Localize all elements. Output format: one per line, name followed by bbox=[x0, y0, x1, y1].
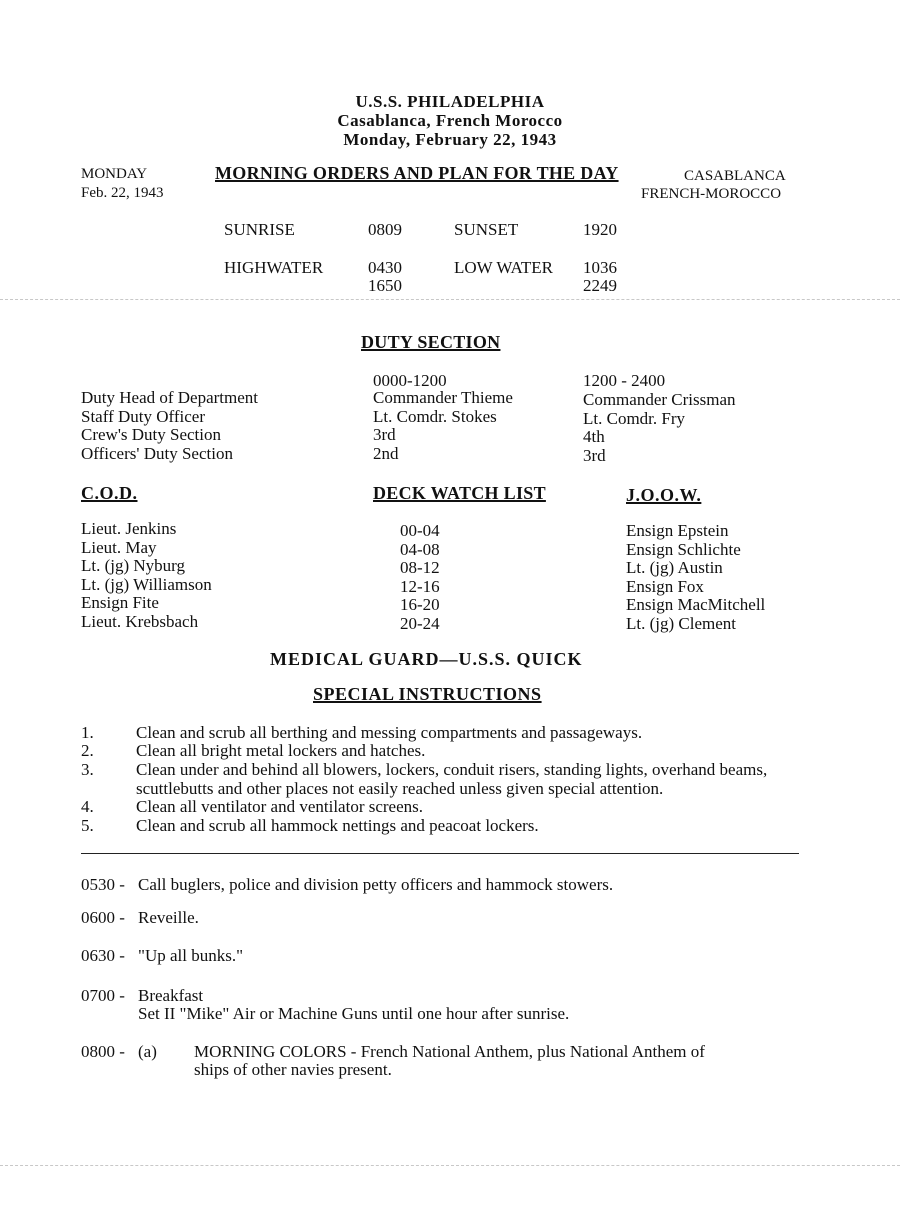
fold-line bbox=[0, 1165, 900, 1166]
schedule-tag: (a) bbox=[138, 1042, 157, 1061]
list-item: Lt. (jg) Clement bbox=[626, 613, 737, 633]
list-item: 12-16 bbox=[400, 576, 440, 596]
sunset-value: 1920 bbox=[583, 220, 617, 239]
instruction-item bbox=[81, 798, 821, 818]
duty-value: Commander Crissman bbox=[583, 390, 736, 409]
duty-labels bbox=[81, 389, 258, 463]
place-line-1: CASABLANCA bbox=[684, 168, 786, 184]
list-item: Lieut. Jenkins bbox=[81, 519, 177, 538]
orders-title: MORNING ORDERS AND PLAN FOR THE DAY bbox=[215, 163, 619, 183]
lowwater-label: LOW WATER bbox=[454, 258, 554, 277]
duty-value: 2nd bbox=[373, 443, 399, 463]
instruction-item bbox=[81, 742, 821, 762]
duty-label: Staff Duty Officer bbox=[81, 406, 206, 426]
duty-label: Crew's Duty Section bbox=[81, 425, 221, 444]
joow-list bbox=[626, 522, 765, 633]
duty-value: 3rd bbox=[373, 425, 396, 444]
duty-label: Officers' Duty Section bbox=[81, 443, 233, 463]
duty-value: Lt. Comdr. Stokes bbox=[373, 406, 497, 426]
duty-value: 3rd bbox=[583, 445, 606, 465]
cod-title: C.O.D. bbox=[81, 483, 138, 503]
duty-value: Lt. Comdr. Fry bbox=[583, 408, 686, 428]
deck-watch-title: DECK WATCH LIST bbox=[373, 483, 546, 503]
instruction-number: 3. bbox=[81, 760, 94, 779]
list-item: 00-04 bbox=[400, 521, 440, 540]
ship-date: Monday, February 22, 1943 bbox=[343, 130, 557, 149]
highwater-value-2: 1650 bbox=[368, 276, 402, 295]
instruction-item bbox=[81, 761, 821, 799]
instruction-item bbox=[81, 817, 821, 837]
duty-section-title: DUTY SECTION bbox=[361, 332, 501, 352]
schedule-subtext: Set II "Mike" Air or Machine Guns until one hour after sunrise. bbox=[138, 1004, 570, 1023]
schedule-time: 0800 - bbox=[81, 1042, 125, 1061]
list-item: Ensign Fox bbox=[626, 576, 704, 596]
medical-guard: MEDICAL GUARD—U.S.S. QUICK bbox=[270, 649, 583, 669]
schedule-time: 0630 - bbox=[81, 946, 125, 965]
cod-list bbox=[81, 520, 212, 631]
duty-period-1: 0000-1200 bbox=[373, 371, 447, 390]
highwater-value-1: 0430 bbox=[368, 258, 402, 277]
instruction-number: 5. bbox=[81, 816, 94, 835]
list-item: Lt. (jg) Austin bbox=[626, 558, 723, 577]
sunrise-label: SUNRISE bbox=[224, 220, 295, 239]
list-item: Lieut. Krebsbach bbox=[81, 611, 199, 631]
duty-period-1-values bbox=[373, 389, 513, 463]
duty-value: 4th bbox=[583, 427, 605, 446]
schedule-time: 0530 - bbox=[81, 875, 125, 894]
list-item: Ensign Schlichte bbox=[626, 539, 741, 559]
schedule-text-continued: ships of other navies present. bbox=[194, 1060, 392, 1079]
duty-period-2-values bbox=[583, 391, 736, 465]
schedule-text: "Up all bunks." bbox=[138, 946, 244, 965]
instruction-text: Clean all ventilator and ventilator screens. bbox=[136, 797, 424, 816]
schedule-time: 0700 - bbox=[81, 986, 125, 1005]
special-instructions-title: SPECIAL INSTRUCTIONS bbox=[313, 684, 542, 704]
schedule-text: Breakfast bbox=[138, 986, 204, 1005]
instruction-text: Clean and scrub all hammock nettings and peacoat lockers. bbox=[136, 816, 539, 835]
instruction-number: 4. bbox=[81, 797, 94, 816]
sunset-label: SUNSET bbox=[454, 220, 519, 239]
list-item: Lt. (jg) Williamson bbox=[81, 574, 212, 594]
section-divider bbox=[81, 853, 799, 854]
lowwater-value-2: 2249 bbox=[583, 276, 617, 295]
list-item: 08-12 bbox=[400, 558, 440, 577]
joow-title: J.O.O.W. bbox=[626, 485, 702, 505]
list-item: Ensign Epstein bbox=[626, 521, 729, 540]
duty-period-2: 1200 - 2400 bbox=[583, 371, 666, 390]
date-label: Feb. 22, 1943 bbox=[81, 185, 164, 201]
sunrise-value: 0809 bbox=[368, 220, 402, 239]
ship-location: Casablanca, French Morocco bbox=[337, 111, 563, 130]
deck-watch-list bbox=[400, 522, 440, 633]
place-line-2: FRENCH-MOROCCO bbox=[641, 186, 782, 202]
schedule-text: MORNING COLORS - French National Anthem, plus National Anthem of bbox=[194, 1042, 705, 1061]
instruction-number: 1. bbox=[81, 723, 94, 742]
highwater-label: HIGHWATER bbox=[224, 258, 324, 277]
list-item: 04-08 bbox=[400, 539, 440, 559]
ship-name: U.S.S. PHILADELPHIA bbox=[355, 92, 545, 111]
duty-value: Commander Thieme bbox=[373, 388, 513, 407]
lowwater-value-1: 1036 bbox=[583, 258, 617, 277]
duty-label: Duty Head of Department bbox=[81, 388, 259, 407]
instruction-text: Clean and scrub all berthing and messing compartments and passageways. bbox=[136, 723, 643, 742]
list-item: Ensign MacMitchell bbox=[626, 595, 766, 614]
schedule-text: Call buglers, police and division petty officers and hammock stowers. bbox=[138, 875, 614, 894]
list-item: Lt. (jg) Nyburg bbox=[81, 556, 186, 575]
list-item: 20-24 bbox=[400, 613, 440, 633]
day-label: MONDAY bbox=[81, 166, 148, 182]
list-item: 16-20 bbox=[400, 595, 440, 614]
schedule-text: Reveille. bbox=[138, 908, 199, 927]
fold-line bbox=[0, 299, 900, 300]
instruction-text: Clean all bright metal lockers and hatches. bbox=[136, 741, 426, 760]
list-item: Lieut. May bbox=[81, 537, 157, 557]
list-item: Ensign Fite bbox=[81, 593, 159, 612]
schedule-time: 0600 - bbox=[81, 908, 125, 927]
instruction-number: 2. bbox=[81, 741, 94, 760]
instruction-text: Clean under and behind all blowers, lockers, conduit risers, standing lights, overhand beams, scuttlebutts and other places not easily reached unless given special attention. bbox=[136, 760, 768, 798]
